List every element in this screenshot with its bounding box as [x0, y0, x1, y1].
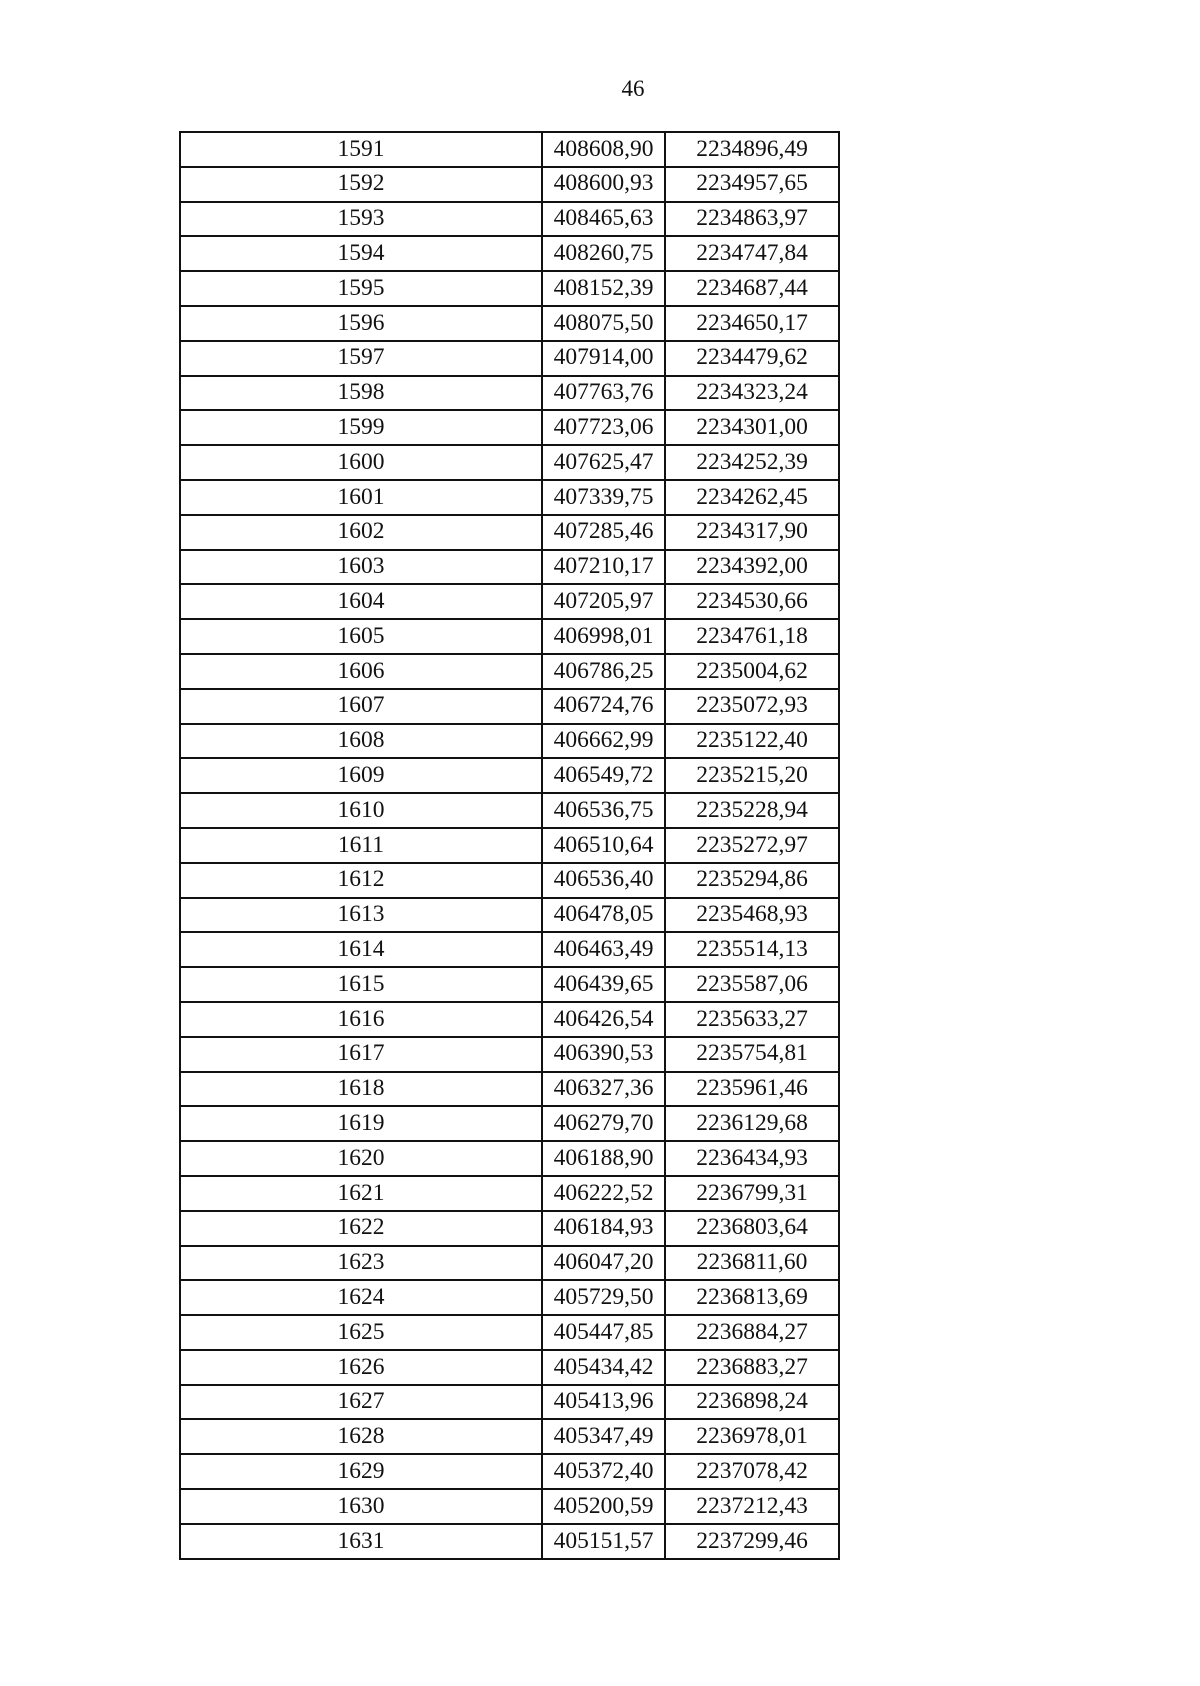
table-row [180, 654, 839, 689]
point-number-cell: 1604 [180, 584, 542, 619]
point-number-cell: 1621 [180, 1176, 542, 1211]
point-number-cell: 1619 [180, 1106, 542, 1141]
y-coordinate-cell: 2236799,31 [665, 1176, 839, 1211]
point-number-cell: 1591 [180, 132, 542, 167]
point-number-cell: 1623 [180, 1246, 542, 1281]
table-row [180, 758, 839, 793]
y-coordinate-cell: 2236884,27 [665, 1315, 839, 1350]
y-coordinate-cell: 2237212,43 [665, 1489, 839, 1524]
x-coordinate-cell: 406536,75 [542, 793, 665, 828]
y-coordinate-cell: 2236129,68 [665, 1106, 839, 1141]
y-coordinate-cell: 2236803,64 [665, 1211, 839, 1246]
table-row [180, 1141, 839, 1176]
point-number-cell: 1625 [180, 1315, 542, 1350]
table-row [180, 1072, 839, 1107]
y-coordinate-cell: 2236978,01 [665, 1419, 839, 1454]
y-coordinate-cell: 2235272,97 [665, 828, 839, 863]
x-coordinate-cell: 406222,52 [542, 1176, 665, 1211]
x-coordinate-cell: 406724,76 [542, 689, 665, 724]
table-row [180, 132, 839, 167]
point-number-cell: 1622 [180, 1211, 542, 1246]
x-coordinate-cell: 406478,05 [542, 898, 665, 933]
table-row [180, 1176, 839, 1211]
table-row [180, 1489, 839, 1524]
table-row [180, 584, 839, 619]
x-coordinate-cell: 405434,42 [542, 1350, 665, 1385]
y-coordinate-cell: 2234392,00 [665, 550, 839, 585]
point-number-cell: 1613 [180, 898, 542, 933]
point-number-cell: 1617 [180, 1037, 542, 1072]
table-row [180, 1315, 839, 1350]
table-row [180, 236, 839, 271]
point-number-cell: 1603 [180, 550, 542, 585]
point-number-cell: 1594 [180, 236, 542, 271]
x-coordinate-cell: 406662,99 [542, 724, 665, 759]
table-row [180, 932, 839, 967]
table-row [180, 619, 839, 654]
table-row [180, 410, 839, 445]
x-coordinate-cell: 407210,17 [542, 550, 665, 585]
table-row [180, 376, 839, 411]
table-row [180, 271, 839, 306]
y-coordinate-cell: 2234761,18 [665, 619, 839, 654]
point-number-cell: 1595 [180, 271, 542, 306]
table-row [180, 1280, 839, 1315]
y-coordinate-cell: 2234301,00 [665, 410, 839, 445]
x-coordinate-cell: 408075,50 [542, 306, 665, 341]
point-number-cell: 1605 [180, 619, 542, 654]
point-number-cell: 1611 [180, 828, 542, 863]
point-number-cell: 1615 [180, 967, 542, 1002]
x-coordinate-cell: 405447,85 [542, 1315, 665, 1350]
x-coordinate-cell: 407723,06 [542, 410, 665, 445]
table-row [180, 1246, 839, 1281]
point-number-cell: 1593 [180, 202, 542, 237]
table-row [180, 1524, 839, 1559]
point-number-cell: 1600 [180, 445, 542, 480]
coordinates-table [179, 131, 840, 1560]
table-row [180, 480, 839, 515]
y-coordinate-cell: 2234262,45 [665, 480, 839, 515]
x-coordinate-cell: 406327,36 [542, 1072, 665, 1107]
y-coordinate-cell: 2235004,62 [665, 654, 839, 689]
point-number-cell: 1596 [180, 306, 542, 341]
point-number-cell: 1607 [180, 689, 542, 724]
y-coordinate-cell: 2234317,90 [665, 515, 839, 550]
table-row [180, 898, 839, 933]
point-number-cell: 1628 [180, 1419, 542, 1454]
y-coordinate-cell: 2237078,42 [665, 1454, 839, 1489]
y-coordinate-cell: 2236898,24 [665, 1385, 839, 1420]
y-coordinate-cell: 2234957,65 [665, 167, 839, 202]
y-coordinate-cell: 2235468,93 [665, 898, 839, 933]
table-row [180, 1106, 839, 1141]
table-row [180, 1211, 839, 1246]
x-coordinate-cell: 406279,70 [542, 1106, 665, 1141]
table-row [180, 550, 839, 585]
x-coordinate-cell: 406047,20 [542, 1246, 665, 1281]
x-coordinate-cell: 406439,65 [542, 967, 665, 1002]
x-coordinate-cell: 408608,90 [542, 132, 665, 167]
x-coordinate-cell: 408600,93 [542, 167, 665, 202]
table-row [180, 1002, 839, 1037]
y-coordinate-cell: 2235215,20 [665, 758, 839, 793]
point-number-cell: 1606 [180, 654, 542, 689]
x-coordinate-cell: 407285,46 [542, 515, 665, 550]
y-coordinate-cell: 2234650,17 [665, 306, 839, 341]
point-number-cell: 1616 [180, 1002, 542, 1037]
x-coordinate-cell: 405200,59 [542, 1489, 665, 1524]
y-coordinate-cell: 2235228,94 [665, 793, 839, 828]
x-coordinate-cell: 406510,64 [542, 828, 665, 863]
y-coordinate-cell: 2235514,13 [665, 932, 839, 967]
table-row [180, 202, 839, 237]
x-coordinate-cell: 406463,49 [542, 932, 665, 967]
y-coordinate-cell: 2234479,62 [665, 341, 839, 376]
point-number-cell: 1612 [180, 863, 542, 898]
y-coordinate-cell: 2235633,27 [665, 1002, 839, 1037]
x-coordinate-cell: 408260,75 [542, 236, 665, 271]
point-number-cell: 1630 [180, 1489, 542, 1524]
point-number-cell: 1610 [180, 793, 542, 828]
point-number-cell: 1609 [180, 758, 542, 793]
x-coordinate-cell: 405347,49 [542, 1419, 665, 1454]
y-coordinate-cell: 2236811,60 [665, 1246, 839, 1281]
table-row [180, 967, 839, 1002]
point-number-cell: 1601 [180, 480, 542, 515]
point-number-cell: 1599 [180, 410, 542, 445]
x-coordinate-cell: 405413,96 [542, 1385, 665, 1420]
y-coordinate-cell: 2235072,93 [665, 689, 839, 724]
x-coordinate-cell: 408152,39 [542, 271, 665, 306]
y-coordinate-cell: 2234687,44 [665, 271, 839, 306]
table-row [180, 828, 839, 863]
x-coordinate-cell: 405372,40 [542, 1454, 665, 1489]
point-number-cell: 1602 [180, 515, 542, 550]
y-coordinate-cell: 2235122,40 [665, 724, 839, 759]
x-coordinate-cell: 407763,76 [542, 376, 665, 411]
y-coordinate-cell: 2236434,93 [665, 1141, 839, 1176]
point-number-cell: 1631 [180, 1524, 542, 1559]
y-coordinate-cell: 2236813,69 [665, 1280, 839, 1315]
table-row [180, 863, 839, 898]
point-number-cell: 1629 [180, 1454, 542, 1489]
y-coordinate-cell: 2234530,66 [665, 584, 839, 619]
point-number-cell: 1598 [180, 376, 542, 411]
table-row [180, 724, 839, 759]
table-row [180, 1350, 839, 1385]
y-coordinate-cell: 2235961,46 [665, 1072, 839, 1107]
table-row [180, 1419, 839, 1454]
table-row [180, 793, 839, 828]
table-row [180, 1037, 839, 1072]
y-coordinate-cell: 2237299,46 [665, 1524, 839, 1559]
y-coordinate-cell: 2235587,06 [665, 967, 839, 1002]
x-coordinate-cell: 407205,97 [542, 584, 665, 619]
table-row [180, 515, 839, 550]
x-coordinate-cell: 406426,54 [542, 1002, 665, 1037]
y-coordinate-cell: 2236883,27 [665, 1350, 839, 1385]
y-coordinate-cell: 2234896,49 [665, 132, 839, 167]
x-coordinate-cell: 406998,01 [542, 619, 665, 654]
table-row [180, 1385, 839, 1420]
x-coordinate-cell: 406188,90 [542, 1141, 665, 1176]
table-row [180, 341, 839, 376]
page-number: 46 [621, 76, 645, 101]
y-coordinate-cell: 2234747,84 [665, 236, 839, 271]
x-coordinate-cell: 406536,40 [542, 863, 665, 898]
table-row [180, 689, 839, 724]
y-coordinate-cell: 2234252,39 [665, 445, 839, 480]
point-number-cell: 1624 [180, 1280, 542, 1315]
x-coordinate-cell: 407339,75 [542, 480, 665, 515]
y-coordinate-cell: 2235294,86 [665, 863, 839, 898]
point-number-cell: 1618 [180, 1072, 542, 1107]
point-number-cell: 1614 [180, 932, 542, 967]
table-row [180, 306, 839, 341]
y-coordinate-cell: 2234323,24 [665, 376, 839, 411]
table-row [180, 1454, 839, 1489]
y-coordinate-cell: 2235754,81 [665, 1037, 839, 1072]
coordinates-table-body [180, 132, 839, 1559]
y-coordinate-cell: 2234863,97 [665, 202, 839, 237]
point-number-cell: 1597 [180, 341, 542, 376]
table-row [180, 445, 839, 480]
x-coordinate-cell: 405729,50 [542, 1280, 665, 1315]
point-number-cell: 1627 [180, 1385, 542, 1420]
x-coordinate-cell: 405151,57 [542, 1524, 665, 1559]
point-number-cell: 1608 [180, 724, 542, 759]
x-coordinate-cell: 407625,47 [542, 445, 665, 480]
point-number-cell: 1592 [180, 167, 542, 202]
x-coordinate-cell: 406390,53 [542, 1037, 665, 1072]
x-coordinate-cell: 406184,93 [542, 1211, 665, 1246]
x-coordinate-cell: 407914,00 [542, 341, 665, 376]
point-number-cell: 1626 [180, 1350, 542, 1385]
x-coordinate-cell: 406549,72 [542, 758, 665, 793]
table-row [180, 167, 839, 202]
point-number-cell: 1620 [180, 1141, 542, 1176]
x-coordinate-cell: 406786,25 [542, 654, 665, 689]
x-coordinate-cell: 408465,63 [542, 202, 665, 237]
